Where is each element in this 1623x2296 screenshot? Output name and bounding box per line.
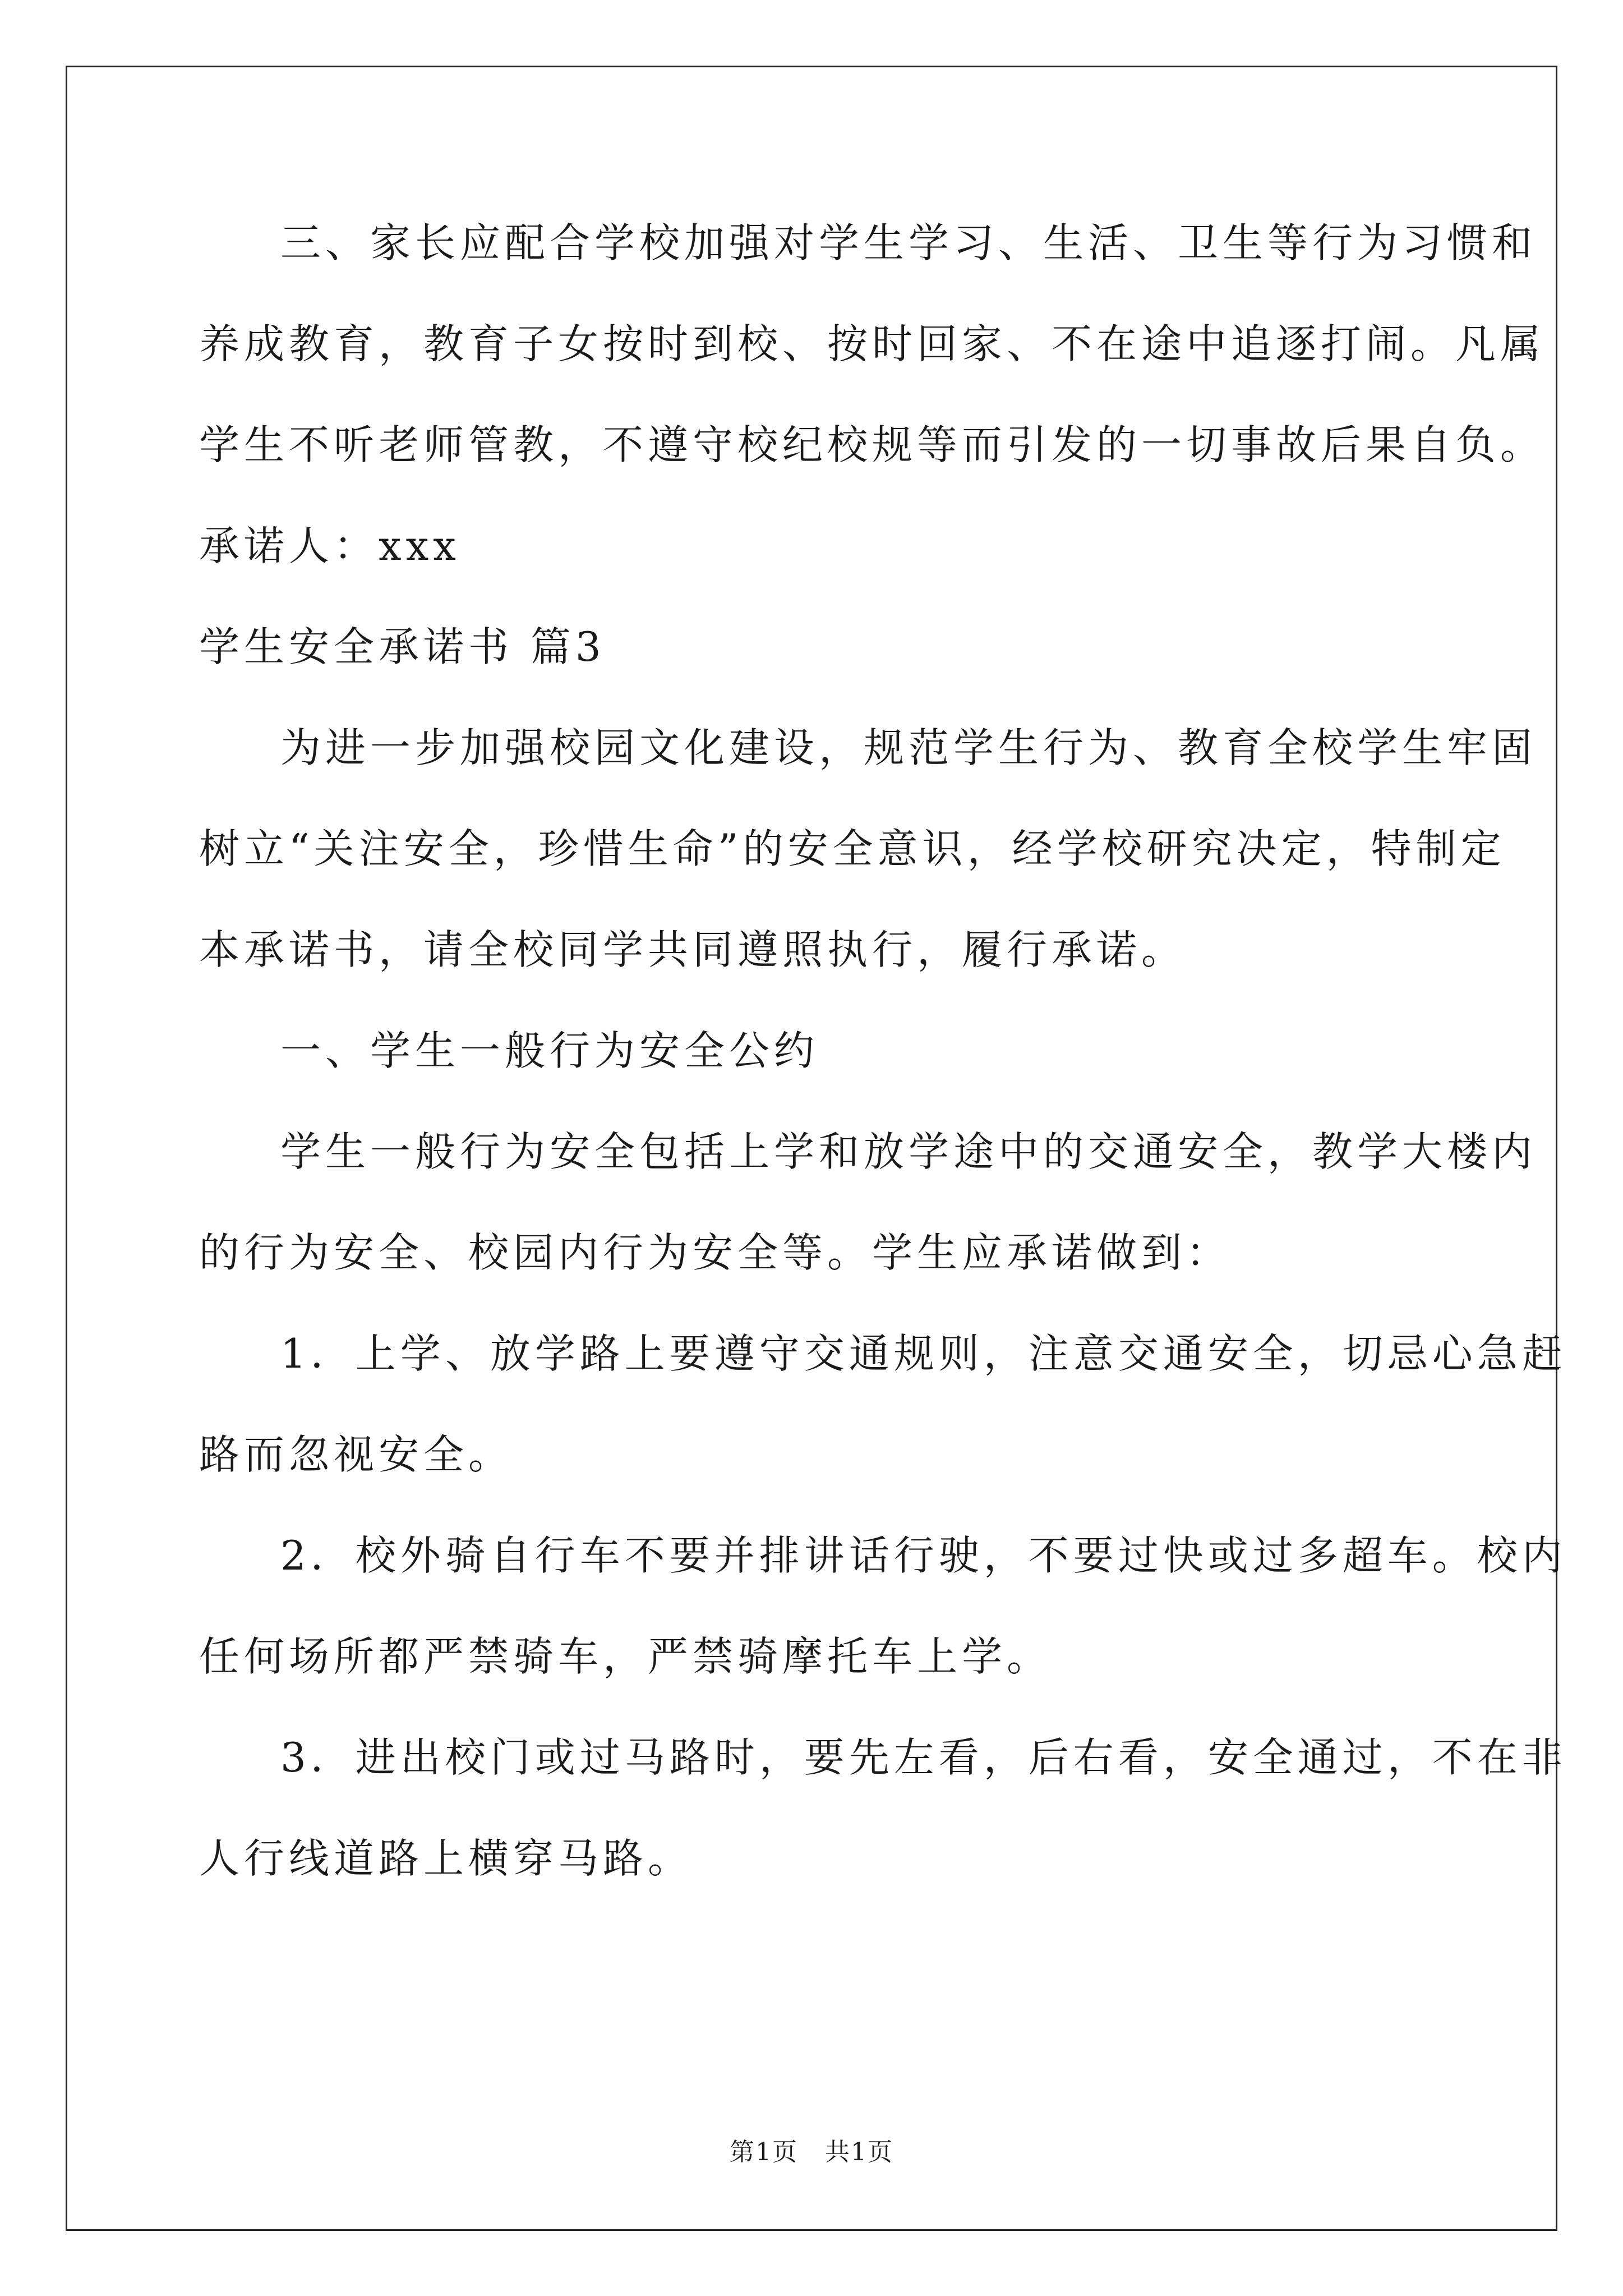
page-number: 第1页 <box>730 2138 798 2166</box>
paragraph-line: 学生一般行为安全包括上学和放学途中的交通安全，教学大楼内 <box>280 1128 1537 1175</box>
list-item-line: 路而忽视安全。 <box>199 1431 514 1478</box>
paragraph-line: 为进一步加强校园文化建设，规范学生行为、教育全校学生牢固 <box>280 724 1537 771</box>
paragraph-line: 本承诺书，请全校同学共同遵照执行，履行承诺。 <box>199 926 1187 973</box>
paragraph-line: 学生不听老师管教，不遵守校纪校规等而引发的一切事故后果自负。 <box>199 421 1546 468</box>
paragraph-line: 三、家长应配合学校加强对学生学习、生活、卫生等行为习惯和 <box>280 219 1537 266</box>
paragraph-line: 的行为安全、校园内行为安全等。学生应承诺做到： <box>199 1229 1232 1276</box>
list-item-line: 任何场所都严禁骑车，严禁骑摩托车上学。 <box>199 1633 1052 1680</box>
signatory-line: 承诺人：xxx <box>199 522 460 569</box>
list-item-line: 人行线道路上横穿马路。 <box>199 1835 693 1882</box>
paragraph-line: 树立“关注安全，珍惜生命”的安全意识，经学校研究决定，特制定 <box>199 825 1506 872</box>
paragraph-line: 养成教育，教育子女按时到校、按时回家、不在途中追逐打闹。凡属 <box>199 320 1546 367</box>
subsection-heading: 一、学生一般行为安全公约 <box>280 1027 819 1074</box>
list-item-line: 1．上学、放学路上要遵守交通规则，注意交通安全，切忌心急赶 <box>280 1330 1567 1377</box>
total-pages: 共1页 <box>825 2138 893 2166</box>
list-item-line: 3．进出校门或过马路时，要先左看，后右看，安全通过，不在非 <box>280 1734 1567 1781</box>
list-item-line: 2．校外骑自行车不要并排讲话行驶，不要过快或过多超车。校内 <box>280 1532 1567 1579</box>
section-heading: 学生安全承诺书 篇3 <box>199 623 606 670</box>
page-footer <box>0 2132 1623 2168</box>
